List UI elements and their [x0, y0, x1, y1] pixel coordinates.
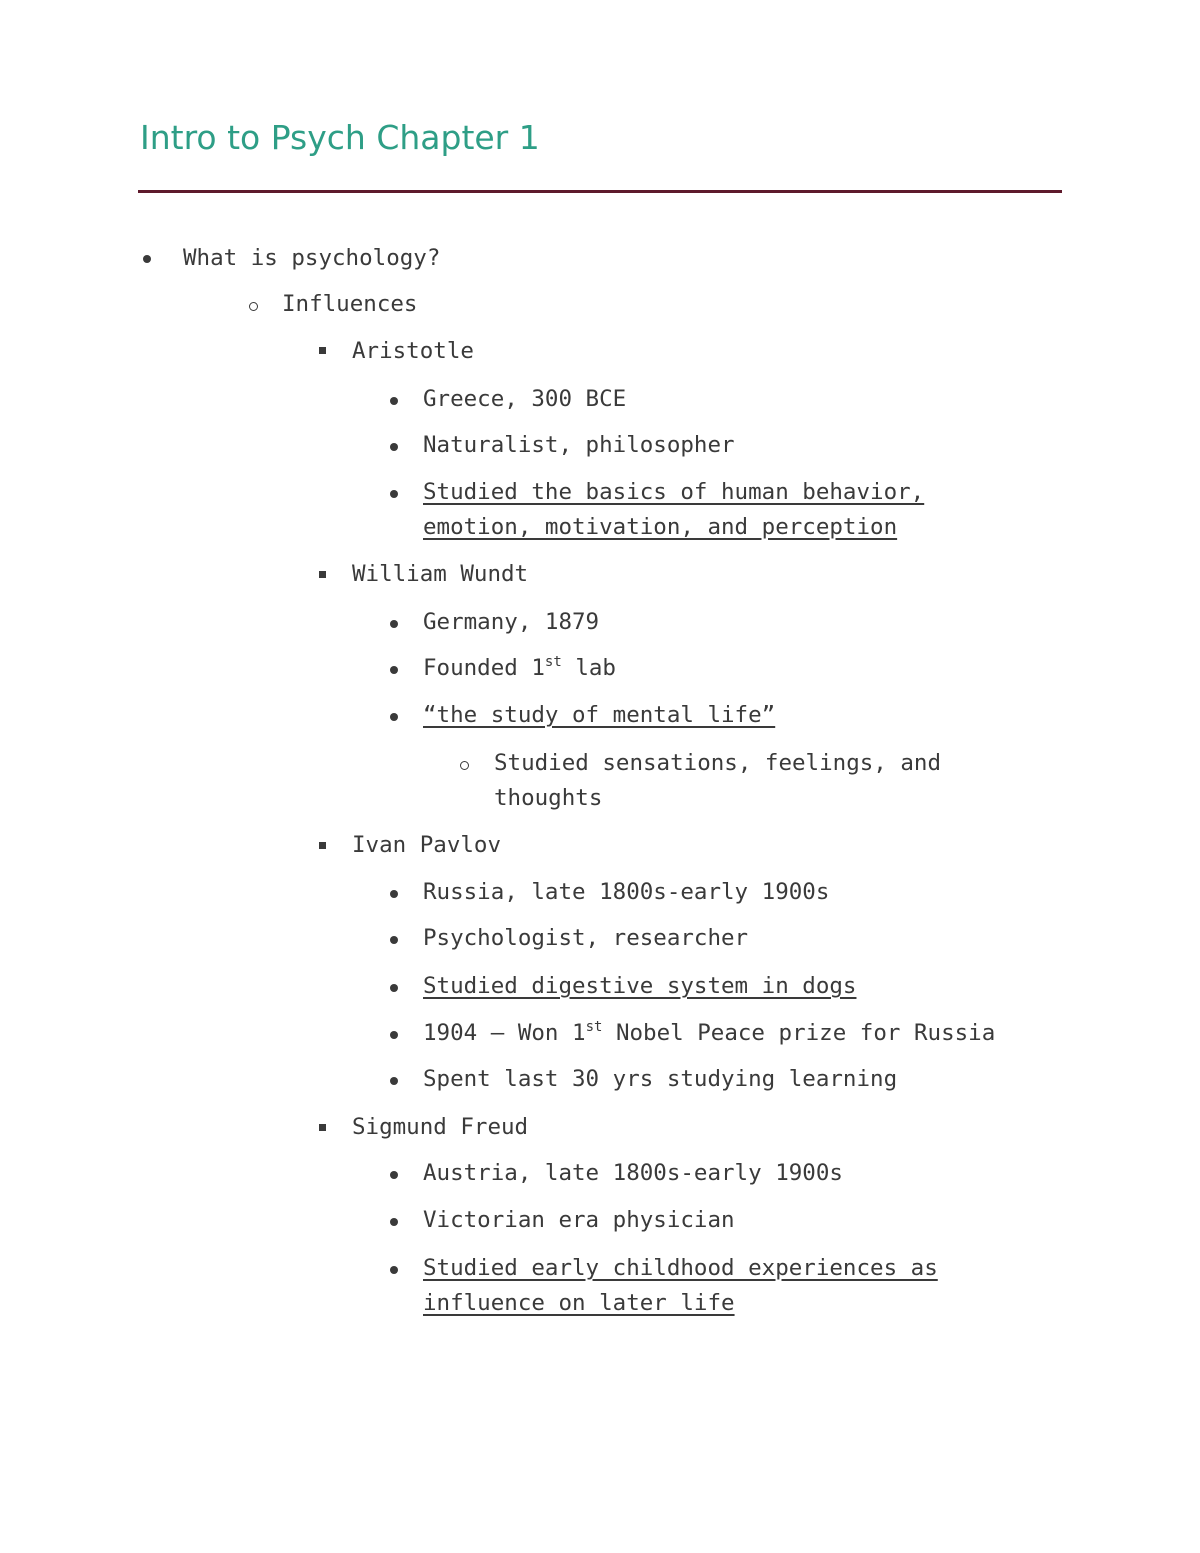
bullet-dot [390, 620, 398, 628]
outline-item-wundt-quote: “the study of mental life” [423, 702, 776, 728]
outline-item-freud-place: Austria, late 1800s-early 1900s [423, 1160, 843, 1186]
bullet-dot [390, 936, 398, 944]
bullet-dot [390, 890, 398, 898]
founded-ordinal: st [544, 654, 562, 670]
outline-item-influences: Influences [282, 291, 418, 317]
bullet-circle [460, 761, 469, 770]
nobel-ordinal: st [585, 1019, 603, 1035]
nobel-text-end: Nobel Peace prize for Russia [602, 1020, 996, 1046]
bullet-dot [390, 1218, 398, 1226]
outline-item-pavlov: Ivan Pavlov [352, 832, 502, 858]
outline-item-aristotle-place: Greece, 300 BCE [423, 386, 627, 412]
bullet-dot [390, 713, 398, 721]
outline-item-freud: Sigmund Freud [352, 1114, 529, 1140]
outline-item-freud-studied-line2: influence on later life [423, 1290, 735, 1316]
founded-text: Founded 1 [423, 655, 545, 681]
bullet-square [319, 347, 326, 354]
bullet-circle [249, 302, 258, 311]
outline-item-wundt-sub-line2: thoughts [494, 785, 603, 811]
bullet-dot [390, 984, 398, 992]
page-title: Intro to Psych Chapter 1 [140, 118, 540, 157]
bullet-square [319, 1124, 326, 1131]
outline-item-pavlov-role: Psychologist, researcher [423, 925, 749, 951]
outline-item-wundt: William Wundt [352, 561, 529, 587]
bullet-dot [390, 1171, 398, 1179]
bullet-dot [390, 1266, 398, 1274]
bullet-square [319, 842, 326, 849]
outline-item-freud-role: Victorian era physician [423, 1207, 735, 1233]
outline-item-question: What is psychology? [183, 245, 441, 271]
outline-item-aristotle-studied-line2: emotion, motivation, and perception [423, 514, 898, 540]
bullet-dot [390, 397, 398, 405]
outline-item-pavlov-studied: Studied digestive system in dogs [423, 973, 857, 999]
outline-item-pavlov-nobel [423, 1016, 995, 1051]
outline-item-aristotle-role: Naturalist, philosopher [423, 432, 735, 458]
outline-item-freud-studied-line1: Studied early childhood experiences as [423, 1255, 938, 1281]
bullet-dot [390, 1077, 398, 1085]
outline-item-aristotle: Aristotle [352, 338, 474, 364]
outline-item-pavlov-later: Spent last 30 yrs studying learning [423, 1066, 898, 1092]
outline-item-wundt-founded [423, 651, 616, 686]
outline-item-wundt-place: Germany, 1879 [423, 609, 600, 635]
bullet-dot [390, 490, 398, 498]
bullet-dot [143, 255, 151, 263]
outline-item-wundt-sub-line1: Studied sensations, feelings, and [494, 750, 942, 776]
outline-item-aristotle-studied-line1: Studied the basics of human behavior, [423, 479, 925, 505]
bullet-dot [390, 1031, 398, 1039]
bullet-square [319, 571, 326, 578]
title-divider [138, 190, 1062, 193]
outline-item-pavlov-place: Russia, late 1800s-early 1900s [423, 879, 830, 905]
nobel-text: 1904 – Won 1 [423, 1020, 586, 1046]
bullet-dot [390, 666, 398, 674]
bullet-dot [390, 443, 398, 451]
founded-text-end: lab [561, 655, 616, 681]
